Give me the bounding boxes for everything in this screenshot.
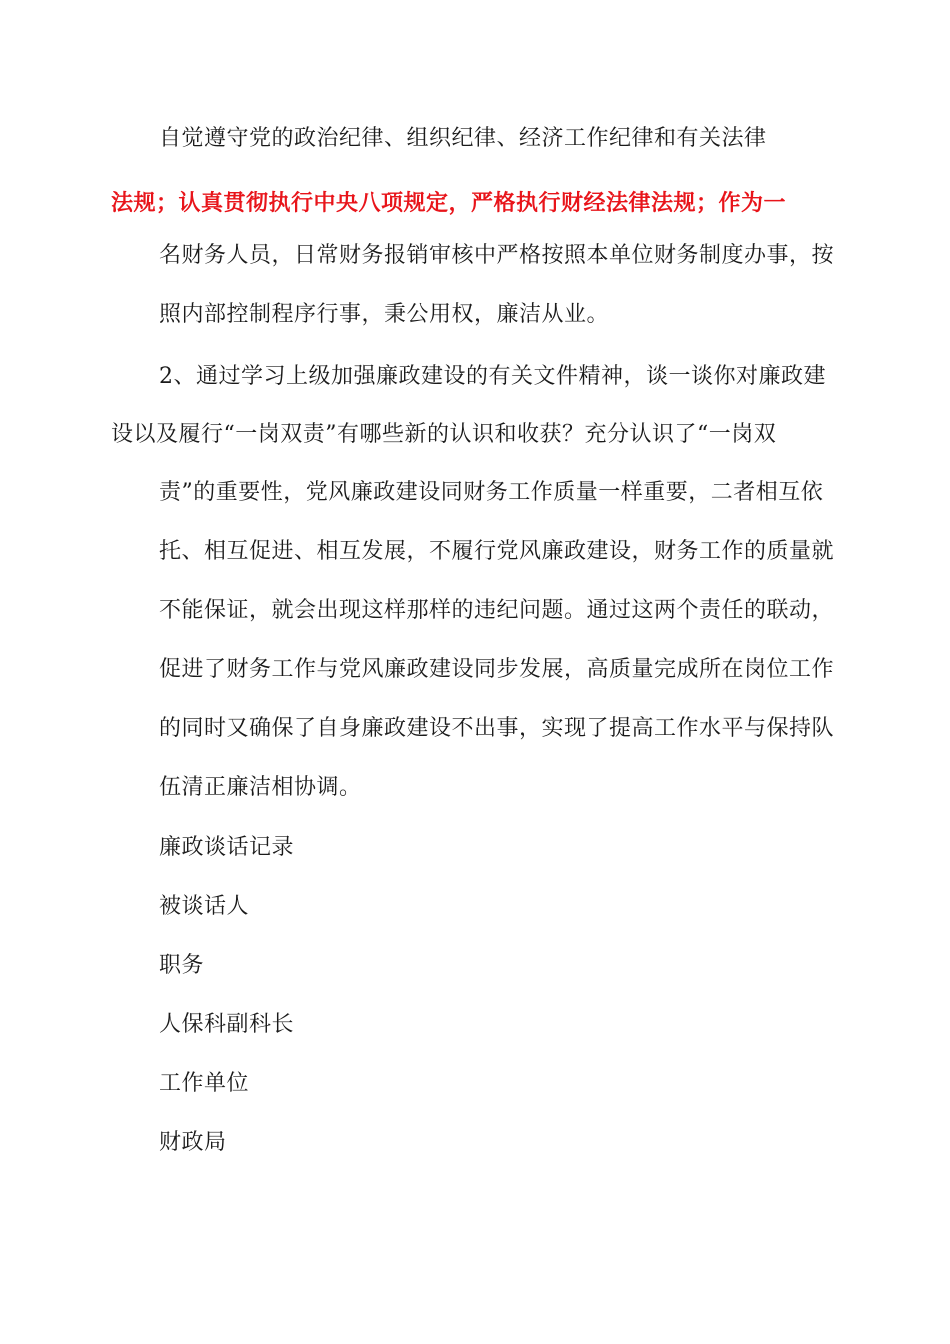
- position-value: 人保科副科长: [159, 1012, 295, 1037]
- paragraph-line: 自觉遵守党的政治纪律、组织纪律、经济工作纪律和有关法律: [159, 126, 767, 151]
- paragraph-line: 名财务人员，日常财务报销审核中严格按照本单位财务制度办事，按: [159, 243, 835, 268]
- paragraph-line: 设以及履行“一岗双责”有哪些新的认识和收获？充分认识了“一岗双: [111, 422, 777, 447]
- unit-label: 工作单位: [159, 1071, 250, 1096]
- paragraph-line: 不能保证，就会出现这样那样的违纪问题。通过这两个责任的联动，: [159, 598, 835, 623]
- paragraph-line: 2、通过学习上级加强廉政建设的有关文件精神，谈一谈你对廉政建: [159, 364, 826, 389]
- paragraph-line: 的同时又确保了自身廉政建设不出事，实现了提高工作水平与保持队: [159, 716, 835, 741]
- paragraph-line: 照内部控制程序行事，秉公用权，廉洁从业。: [159, 302, 610, 327]
- paragraph-line: 托、相互促进、相互发展，不履行党风廉政建设，财务工作的质量就: [159, 539, 835, 564]
- unit-value: 财政局: [159, 1130, 227, 1155]
- interviewee-label: 被谈话人: [159, 894, 250, 919]
- paragraph-line: 促进了财务工作与党风廉政建设同步发展，高质量完成所在岗位工作: [159, 657, 835, 682]
- position-label: 职务: [159, 953, 205, 978]
- paragraph-line: 责”的重要性，党风廉政建设同财务工作质量一样重要，二者相互依: [159, 480, 824, 505]
- paragraph-line: 伍清正廉洁相协调。: [159, 775, 362, 800]
- record-title: 廉政谈话记录: [159, 835, 295, 860]
- highlighted-paragraph-line: 法规；认真贯彻执行中央八项规定，严格执行财经法律法规；作为一: [111, 191, 787, 216]
